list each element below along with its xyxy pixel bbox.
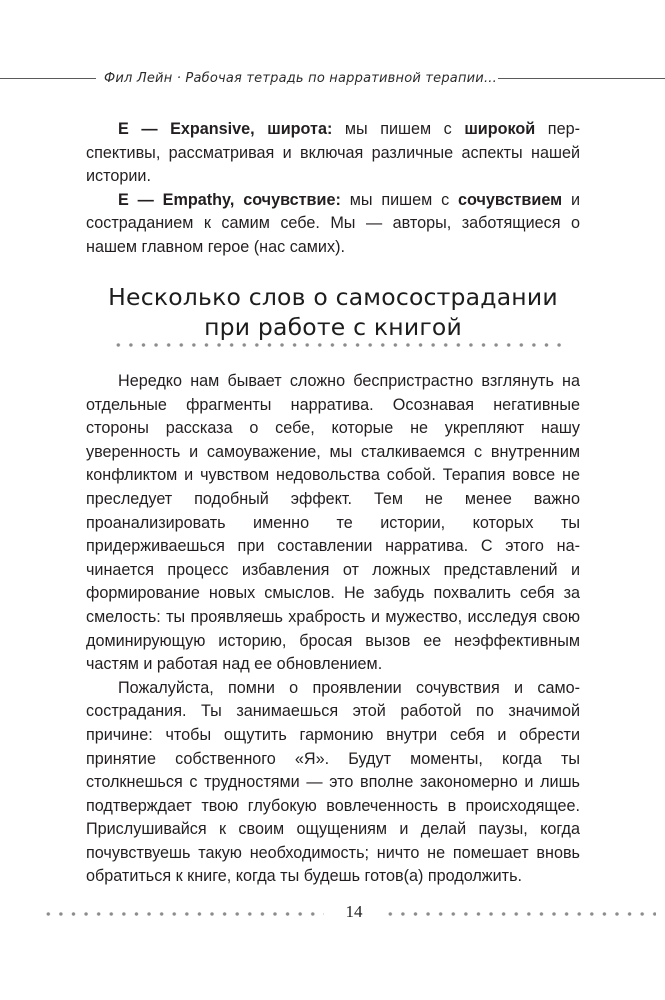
empathy-text-b: и состраданием к самим себе. Мы — авторы, заботящиеся о нашем главном герое (нас самих). bbox=[86, 190, 580, 256]
expansive-paragraph bbox=[86, 118, 580, 189]
footer-dots-left bbox=[42, 911, 324, 917]
heading-dotted-divider bbox=[112, 342, 568, 348]
empathy-text-a: мы пишем с bbox=[340, 190, 459, 209]
expansive-text-a: мы пишем с bbox=[332, 120, 465, 138]
intro-block bbox=[86, 118, 580, 260]
empathy-emphasis: сочувствием bbox=[458, 190, 563, 209]
body-paragraph-2: Пожалуйста, помни о проявлении сочувствия и самосострадания. Ты занимаешься этой работой по значимой причине: чтобы ощутить гармонию внутри себя и обрести принятие собственного «Я». Будут моменты, когда ты столкнешься с трудностями — это вполне закономерно и лишь подтверждает твою глубокую вовлеченность в происходящее. Прислушивайся к своим ощущениям и делай паузы, когда почувствуешь такую необходимость; ничто не помешает вновь обратиться к книге, когда ты будешь готов(а) продолжить. bbox=[86, 678, 580, 886]
section-heading bbox=[86, 282, 580, 342]
empathy-term: E — Empathy, сочувствие: bbox=[118, 190, 341, 209]
expansive-emphasis: широкой bbox=[464, 120, 536, 138]
section-body bbox=[86, 370, 580, 889]
header-rule-left bbox=[0, 78, 96, 79]
expansive-text-b: перспективы, рассматривая и включая различные аспекты нашей истории. bbox=[86, 120, 580, 186]
page-number: 14 bbox=[345, 902, 363, 921]
section-heading-line-1: Несколько слов о самосострадании bbox=[108, 283, 558, 311]
running-header bbox=[0, 70, 665, 94]
body-paragraph-1: Нередко нам бывает сложно беспристрастно взглянуть на отдельные фрагменты нарратива. Осознавая негативные стороны рассказа о себе, которые не укрепляют нашу уверенность и самоуважение, мы сталкиваемся с внутренним конфликтом и чувством недовольства собой. Терапия вовсе не преследует подобный эффект. Тем не менее важно проанализировать именно те истории, которых ты придерживаешься при составлении нарратива. С этого начинается процесс избавления от ложных представлений и формирование новых смыслов. Не забудь похвалить себя за смелость: ты проявляешь храбрость и мужество, исследуя свою доминирующую историю, бросая вызов ее неэффективным частям и работая над ее обновлением. bbox=[86, 372, 580, 674]
header-rule-right bbox=[498, 78, 665, 79]
expansive-term: E — Expansive, широта: bbox=[118, 120, 333, 138]
section-heading-line-2: при работе с книгой bbox=[204, 313, 462, 341]
running-title: Фил Лейн · Рабочая тетрадь по нарративной терапии... bbox=[104, 71, 497, 86]
empathy-paragraph bbox=[86, 189, 580, 260]
footer-dots-right bbox=[384, 911, 656, 917]
